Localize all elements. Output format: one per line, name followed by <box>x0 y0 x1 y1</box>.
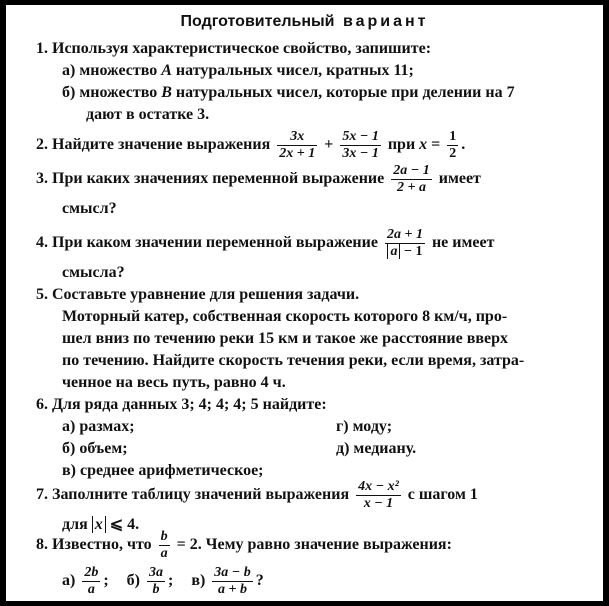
question-4-number: 4. <box>36 234 48 252</box>
fraction-denominator: a <box>82 581 100 598</box>
question-2-number: 2. <box>36 136 48 154</box>
fraction-numerator: b <box>160 529 168 544</box>
worksheet-page <box>6 5 603 601</box>
variable-x: x <box>419 136 428 154</box>
option-b-fraction <box>147 565 165 598</box>
question-6-item-b: б) объем; <box>62 440 128 457</box>
fraction-denominator: 2 + a <box>391 179 431 196</box>
page-title <box>6 13 603 31</box>
question-3-cont: смысл? <box>62 200 117 217</box>
question-1-text: Используя характеристическое свойство, запишите: <box>52 40 432 57</box>
option-b-label: б) <box>126 572 140 590</box>
question-5-line-1: Моторный катер, собственная скорость которого 8 км/ч, про- <box>62 308 508 325</box>
plus-sign: + <box>324 136 334 154</box>
option-a-label: а) <box>62 572 76 590</box>
fraction-numerator: 1 <box>449 129 457 144</box>
question-6-item-a: а) размах; <box>62 418 135 435</box>
question-6-item-g: г) моду; <box>336 418 393 435</box>
question-1-number: 1. <box>36 40 48 57</box>
set-a-var: A <box>161 62 172 79</box>
option-a-fraction <box>82 565 100 598</box>
question-2-text: Найдите значение выражения <box>52 136 271 154</box>
fraction-2a-minus-1-over-2-plus-a <box>391 163 431 196</box>
fraction-denominator: 2 <box>449 146 457 161</box>
item-b-text: натуральных чисел, которые при делении на 7 <box>175 84 515 101</box>
question-3-number: 3. <box>36 170 48 188</box>
at-word: при <box>387 136 416 154</box>
question-4-tail: не имеет <box>431 234 495 252</box>
question-5-text: Составьте уравнение для решения задачи. <box>52 286 360 303</box>
question-8-number: 8. <box>36 536 48 554</box>
fraction-5x-minus-1-over-3x-minus-1 <box>340 129 380 162</box>
question-3 <box>36 163 481 196</box>
separator: ; <box>167 572 174 590</box>
fraction-denominator: a <box>160 546 168 561</box>
separator: ; <box>103 572 109 590</box>
question-1-item-a <box>62 61 414 81</box>
abs-value-x: x <box>92 516 106 533</box>
question-7 <box>36 479 478 512</box>
question-4-text: При каком значении переменной выражение <box>52 234 378 252</box>
fraction-numerator: 2b <box>84 565 99 580</box>
question-5-line-3: по течению. Найдите скорость течения реки, если время, затра- <box>62 352 525 369</box>
question-1-item-b-cont: дают в остатке 3. <box>86 106 210 123</box>
question-5 <box>36 285 359 305</box>
fraction-numerator: 5x − 1 <box>342 129 379 144</box>
question-5-number: 5. <box>36 286 48 303</box>
question-2 <box>36 129 465 162</box>
question-3-text: При каких значениях переменной выражение <box>52 170 385 188</box>
item-b-prefix: б) множество <box>62 84 158 101</box>
question-6 <box>36 395 327 415</box>
question-7-number: 7. <box>36 486 48 504</box>
fraction-b-over-a <box>159 529 170 562</box>
inequality-tail: ⩽ 4. <box>109 516 140 533</box>
question-4-cont: смысла? <box>62 264 125 281</box>
title-prefix: Подготовительный <box>180 13 335 30</box>
fraction-numerator: 2a + 1 <box>386 227 423 242</box>
fraction-3x-over-2x-plus-1 <box>277 129 317 162</box>
option-c-fraction <box>212 565 252 598</box>
fraction-denominator: x − 1 <box>356 495 401 512</box>
question-4 <box>36 227 494 260</box>
question-6-text: Для ряда данных 3; 4; 4; 4; 5 найдите: <box>52 396 327 413</box>
question-8-text: = 2. Чему равно значение выражения: <box>176 536 452 554</box>
fraction-2a-plus-1-over-abs-a-minus-1 <box>385 227 425 260</box>
option-c-label: в) <box>191 572 206 590</box>
question-5-line-4: ченное на весь путь, равно 4 ч. <box>62 374 286 391</box>
question-3-tail: имеет <box>438 170 481 188</box>
question-7-tail: с шагом 1 <box>407 486 478 504</box>
for-word: для <box>62 516 88 533</box>
fraction-numerator: 3x <box>290 129 305 144</box>
fraction-numerator: 3a <box>148 565 163 580</box>
fraction-denominator: a + b <box>212 581 252 598</box>
question-7-text: Заполните таблицу значений выражения <box>52 486 350 504</box>
set-b-var: B <box>161 84 172 101</box>
question-6-item-v: в) среднее арифметическое; <box>62 462 264 479</box>
equals-sign: = <box>431 136 441 154</box>
fraction-4x-minus-x2-over-x-minus-1 <box>356 479 401 512</box>
question-6-number: 6. <box>36 396 48 413</box>
period: . <box>461 136 466 154</box>
question-1-item-b <box>62 83 515 103</box>
fraction-denominator <box>385 243 425 260</box>
item-a-prefix: а) множество <box>62 62 158 79</box>
question-8 <box>36 529 452 562</box>
question-8-options <box>62 565 264 598</box>
abs-value-a: a <box>387 244 400 259</box>
fraction-numerator: 2a − 1 <box>393 163 430 178</box>
fraction-denominator: 3x − 1 <box>342 146 379 161</box>
fraction-one-half <box>447 129 458 162</box>
question-6-item-d: д) медиану. <box>336 440 417 457</box>
question-mark: ? <box>255 572 264 590</box>
question-1 <box>6 39 431 59</box>
denominator-rest: − 1 <box>403 244 423 259</box>
fraction-denominator: 2x + 1 <box>279 146 316 161</box>
question-8-pre: Известно, что <box>52 536 152 554</box>
fraction-numerator: 4x − x² <box>358 479 399 494</box>
fraction-numerator: 3a − b <box>214 565 251 580</box>
fraction-denominator: b <box>147 581 165 598</box>
title-spaced-word: вариант <box>342 13 429 30</box>
item-a-text: натуральных чисел, кратных 11; <box>175 62 414 79</box>
question-5-line-2: шел вниз по течению реки 15 км и такое же расстояние вверх <box>62 330 509 347</box>
